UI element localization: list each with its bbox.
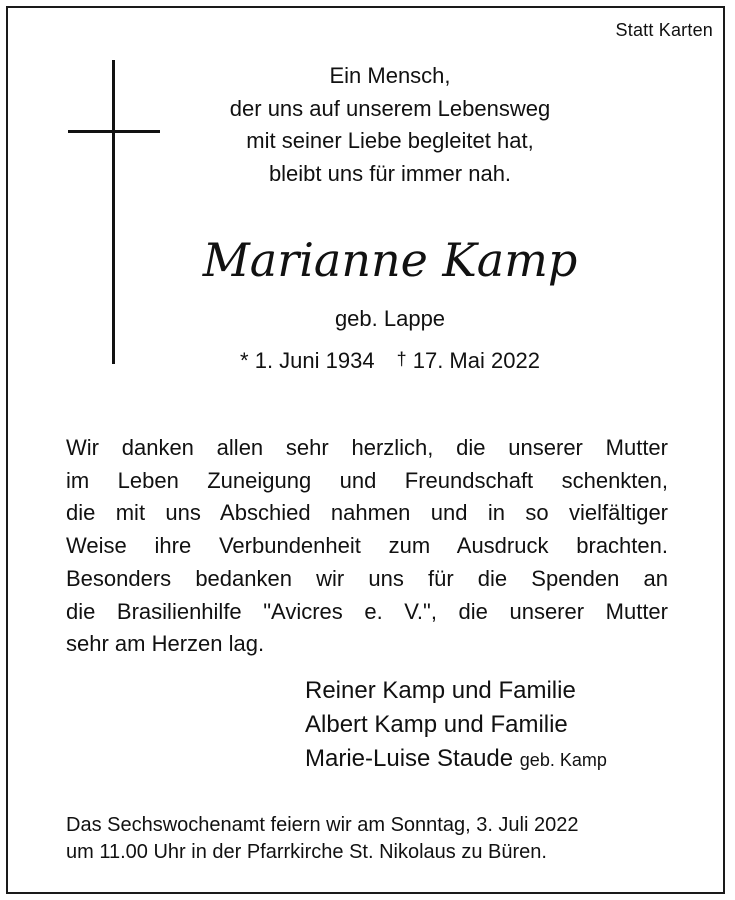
- poem-line: mit seiner Liebe begleitet hat,: [246, 128, 534, 153]
- deceased-name: Marianne Kamp: [202, 233, 578, 287]
- poem-line: der uns auf unserem Lebensweg: [229, 95, 551, 121]
- thanks-paragraph: [66, 432, 668, 661]
- signers-block: [305, 674, 607, 777]
- birth-date: * 1. Juni 1934: [240, 348, 375, 373]
- maiden-name: geb. Lappe: [334, 306, 446, 331]
- signer-name: Marie-Luise Staude: [305, 745, 514, 772]
- thanks-line: Wir danken allen sehr herzlich, die unserer Mutter: [66, 435, 668, 460]
- mass-line: Das Sechswochenamt feiern wir am Sonntag, 3. Juli 2022: [66, 814, 579, 836]
- thanks-line: die Brasilienhilfe "Avicres e. V.", die unserer Mutter: [66, 598, 668, 624]
- cross-icon: [68, 60, 160, 364]
- poem-line: Ein Mensch,: [329, 63, 451, 88]
- mass-line: um 11.00 Uhr in der Pfarrkirche St. Nikolaus zu Büren.: [66, 841, 547, 863]
- thanks-line: sehr am Herzen lag.: [66, 631, 265, 657]
- death-date: 17. Mai 2022: [412, 348, 540, 373]
- cross-horizontal-bar: [68, 130, 160, 133]
- signer-line: Reiner Kamp und Familie: [305, 677, 576, 704]
- life-dates: [150, 342, 630, 378]
- signer-line: Albert Kamp und Familie: [305, 711, 568, 738]
- poem-line: bleibt uns für immer nah.: [268, 160, 512, 186]
- dagger-icon: †: [396, 349, 407, 369]
- thanks-line: im Leben Zuneigung und Freundschaft schenkten,: [66, 467, 668, 493]
- thanks-line: Weise ihre Verbundenheit zum Ausdruck brachten.: [66, 533, 668, 559]
- memorial-poem: [150, 60, 630, 190]
- thanks-line: Besonders bedanken wir uns für die Spenden an: [66, 565, 668, 591]
- thanks-line: die mit uns Abschied nahmen und in so vielfältiger: [66, 500, 668, 526]
- mass-announcement: [66, 812, 676, 866]
- signer-maiden-suffix: geb. Kamp: [519, 750, 607, 770]
- cross-vertical-bar: [112, 60, 115, 364]
- statt-karten-note: Statt Karten: [615, 20, 713, 40]
- signer-line: [305, 742, 607, 777]
